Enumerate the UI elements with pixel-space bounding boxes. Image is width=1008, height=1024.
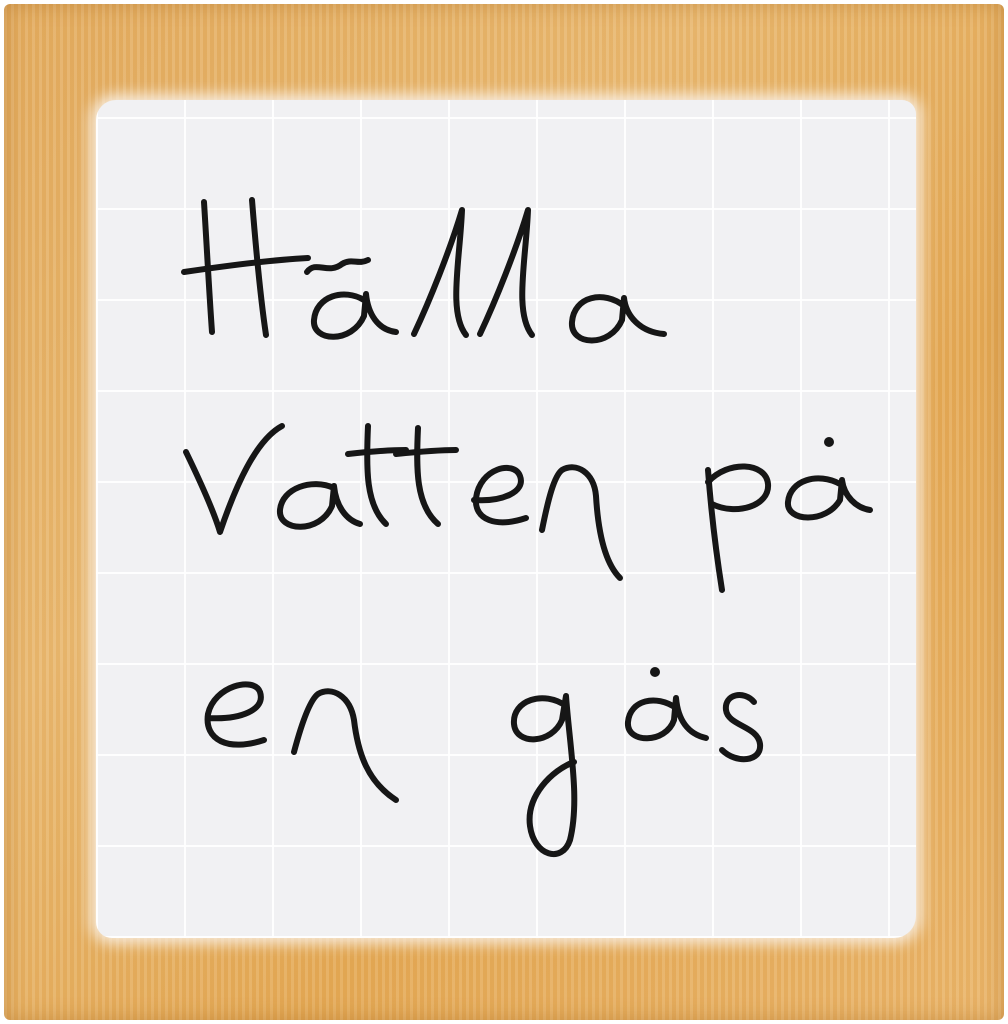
note-line-1 xyxy=(184,200,664,341)
paper-square xyxy=(96,100,916,938)
handwritten-note xyxy=(96,100,916,938)
ring-dot-2 xyxy=(650,667,660,677)
note-line-2 xyxy=(186,426,870,590)
note-line-3 xyxy=(208,684,761,854)
ring-dot-1 xyxy=(824,437,834,447)
wooden-tile xyxy=(4,4,1004,1020)
